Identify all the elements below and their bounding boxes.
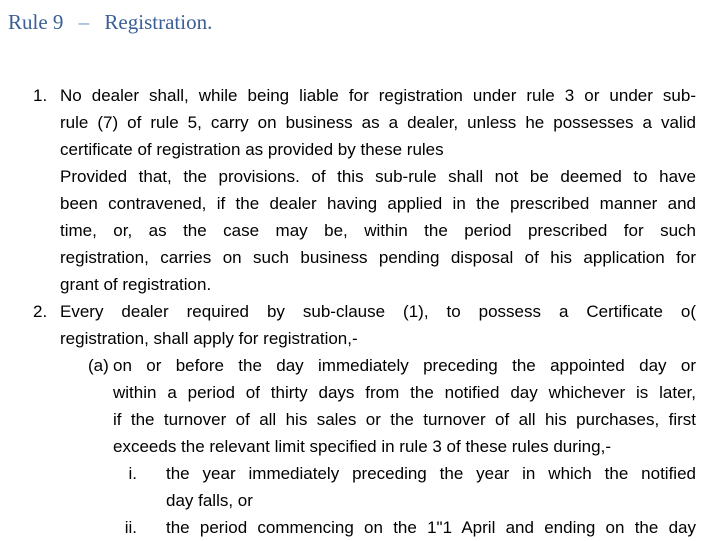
- rule-body: [0, 82, 719, 541]
- list-number: 2.: [33, 302, 48, 321]
- text-line: day falls, or: [166, 491, 253, 510]
- list-item-1: [0, 82, 696, 298]
- rule-heading: [8, 10, 212, 35]
- text-line: time, or, as the case may be, within the period prescribed for such: [60, 221, 696, 240]
- list-number: 1.: [33, 86, 48, 105]
- heading-dash: –: [78, 10, 90, 34]
- text-line: if the turnover of all his sales or the turnover of all his purchases, first: [113, 410, 696, 429]
- sub-sub-item-number: i.: [128, 464, 137, 483]
- text-line: rule (7) of rule 5, carry on business as a dealer, unless he possesses a valid: [60, 113, 696, 132]
- text-line: No dealer shall, while being liable for registration under rule 3 or under sub-: [60, 86, 696, 105]
- sub-sub-item-number: ii.: [124, 518, 137, 537]
- list-item-2: [0, 298, 696, 352]
- text-line: Provided that, the provisions. of this sub-rule shall not be deemed to have: [60, 167, 696, 186]
- sub-item-number: (a): [88, 356, 109, 375]
- text-line: on or before the day immediately preceding the appointed day or: [113, 356, 696, 375]
- text-line: exceeds the relevant limit specified in rule 3 of these rules during,-: [113, 437, 611, 456]
- text-line: Every dealer required by sub-clause (1), to possess a Certificate o(: [60, 302, 696, 321]
- rule-number: Rule 9: [8, 10, 64, 34]
- text-line: within a period of thirty days from the notified day whichever is later,: [113, 383, 696, 402]
- text-line: certificate of registration as provided by these rules: [60, 140, 444, 159]
- text-line: registration, carries on such business pending disposal of his application for: [60, 248, 696, 267]
- text-line: the period commencing on the 1"1 April and ending on the day: [166, 518, 696, 537]
- text-line: grant of registration.: [60, 275, 212, 294]
- text-line: been contravened, if the dealer having applied in the prescribed manner and: [60, 194, 696, 213]
- sub-item-a: [0, 352, 696, 460]
- text-line: the year immediately preceding the year in which the notified: [166, 464, 696, 483]
- text-line: registration, shall apply for registration,-: [60, 329, 358, 348]
- sub-sub-item-i: [0, 460, 696, 514]
- rule-title: Registration.: [104, 10, 213, 34]
